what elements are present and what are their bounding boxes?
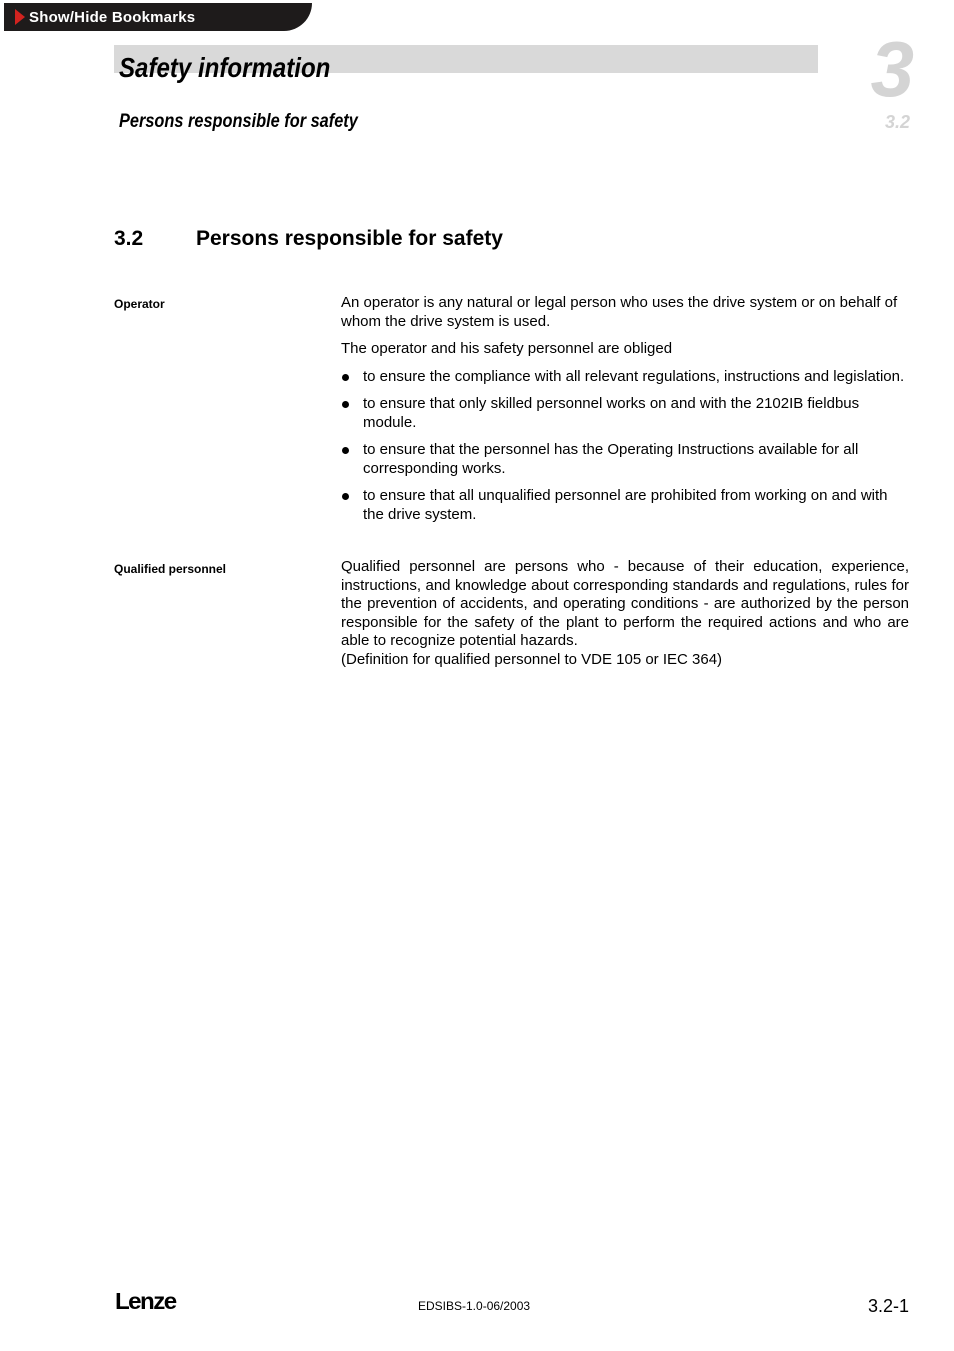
operator-label: Operator bbox=[114, 297, 165, 311]
bullet-icon bbox=[342, 401, 349, 408]
list-item: to ensure that the personnel has the Operating Instructions available for all corresponding works. bbox=[341, 441, 909, 478]
document-id: EDSIBS-1.0-06/2003 bbox=[418, 1299, 531, 1313]
page-number: 3.2-1 bbox=[867, 1296, 909, 1316]
qualified-personnel-label: Qualified personnel bbox=[114, 562, 227, 576]
qualified-block bbox=[341, 558, 909, 669]
bullet-icon bbox=[342, 447, 349, 454]
qualified-definition: (Definition for qualified personnel to VDE 105 or IEC 364) bbox=[341, 650, 723, 668]
operator-intro: An operator is any natural or legal person who uses the drive system or on behalf of whom the drive system is used. bbox=[341, 294, 898, 330]
operator-obliged: The operator and his safety personnel are obliged bbox=[341, 340, 673, 357]
list-item: to ensure that only skilled personnel works on and with the 2102IB fieldbus module. bbox=[341, 395, 909, 432]
section-number: 3.2 bbox=[114, 227, 144, 250]
page-title: Safety information bbox=[119, 52, 331, 83]
list-item: to ensure the compliance with all relevant regulations, instructions and legislation. bbox=[341, 368, 909, 387]
show-hide-bookmarks-button[interactable] bbox=[4, 3, 312, 31]
triangle-right-icon bbox=[15, 9, 25, 25]
section-title: Persons responsible for safety bbox=[196, 227, 503, 250]
obligation-list bbox=[341, 368, 909, 525]
qualified-text: Qualified personnel are persons who - because of their education, experience, instructions, and knowledge about corresponding standards and regulations, rules for the prevention of accidents, and operating conditions - are authorized by the person responsible for the safety of the plant to perform the required actions and who are able to recognize potential hazards. bbox=[341, 558, 909, 649]
section-heading bbox=[114, 227, 503, 251]
chapter-number: 3 bbox=[870, 25, 914, 113]
page-subtitle: Persons responsible for safety bbox=[119, 111, 358, 132]
bookmarks-label: Show/Hide Bookmarks bbox=[29, 8, 196, 26]
lenze-logo: Lenze bbox=[115, 1288, 176, 1314]
bullet-icon bbox=[342, 493, 349, 500]
list-item: to ensure that all unqualified personnel are prohibited from working on and with the drive system. bbox=[341, 487, 909, 524]
operator-block bbox=[341, 294, 909, 533]
bullet-icon bbox=[342, 374, 349, 381]
chapter-section: 3.2 bbox=[884, 112, 910, 132]
